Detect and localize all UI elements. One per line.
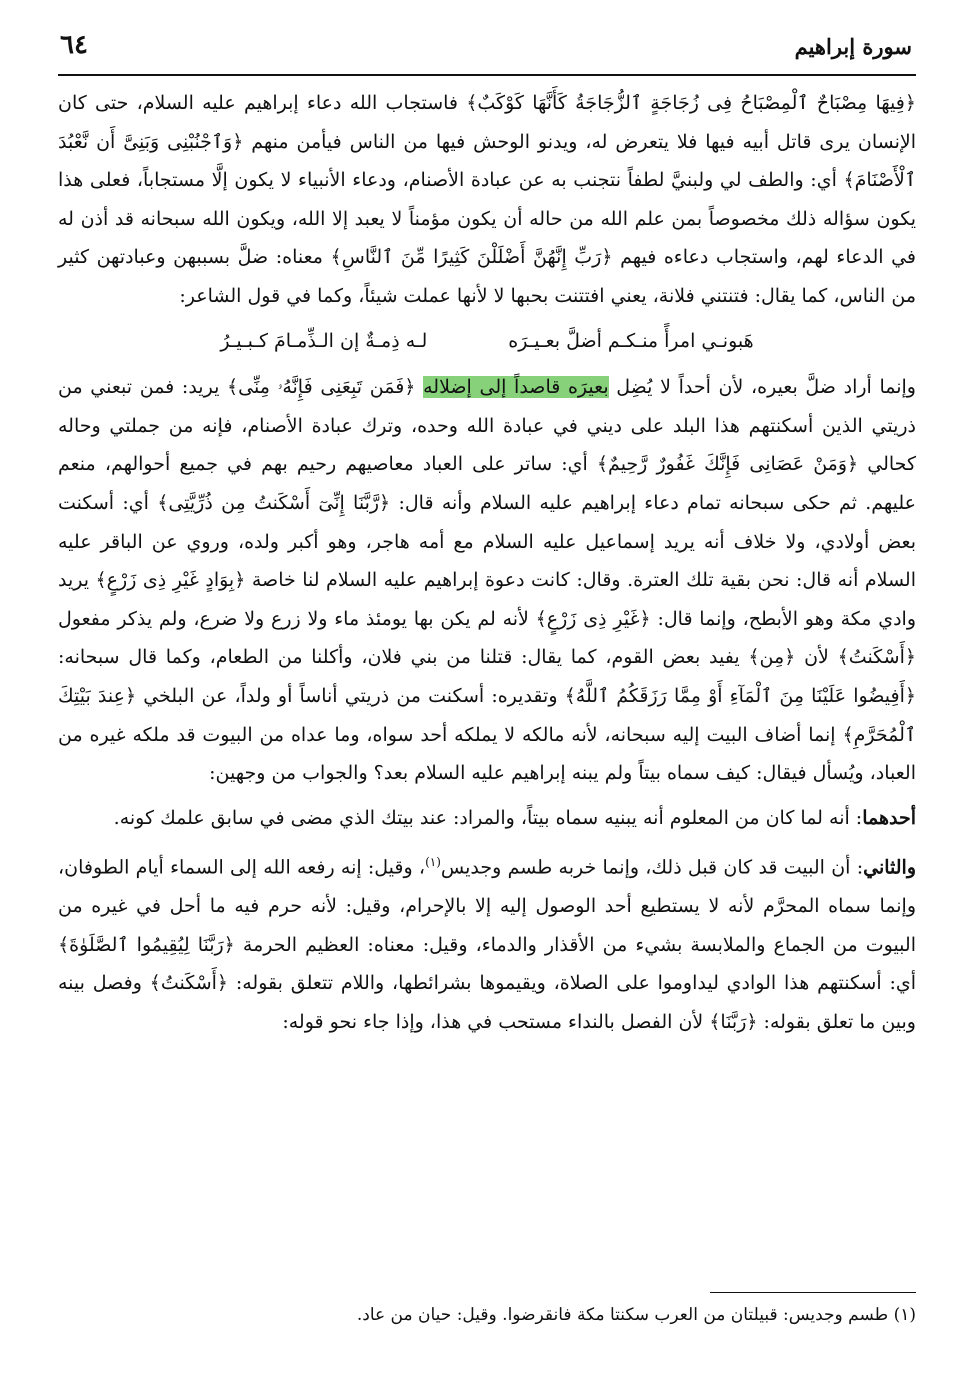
footnote	[58, 1300, 916, 1330]
footnote-marker: (١)	[893, 1305, 916, 1325]
paragraph-2	[58, 368, 916, 793]
paragraph-2-start: وإنما أراد ضلَّ بعيره، لأن أحداً لا يُضِل	[608, 376, 916, 399]
paragraph-4-text-b: ، وقيل: إنه رفعه الله إلى السماء أيام الطوفان، وإنما سماه المحرَّم لأنه لا يستطيع أحد الوصول إليه إلا بالإحرام، وقيل: لأنه حرم فيه ما أحل في غيره من البيوت من الجماع والملابسة بشيء من الأقذار والدماء، وقيل: معناه: العظيم الحرمة ﴿رَبَّنَا لِيُقِيمُوا ٱلصَّلَوٰةَ﴾ أي: أسكنتهم هذا الوادي ليداوموا على الصلاة، ويقيموها بشرائطها، واللام تتعلق بقوله: ﴿أَسْكَنتُ﴾ وفصل بينه وبين ما تعلق بقوله: ﴿رَبَّنَا﴾ لأن الفصل بالنداء مستحب في هذا، وإذا جاء نحو قوله:	[58, 856, 916, 1033]
paragraph-4-text-a: : أن البيت قد كان قبل ذلك، وإنما خربه طسم وجديس	[440, 856, 864, 879]
poetry-verse	[58, 322, 916, 361]
verse-first-hemistich: هَبونـي امرأً منـكـم أضلَّ بعـيـرَه	[508, 329, 754, 352]
paragraph-3	[58, 799, 916, 838]
footnote-reference[interactable]: (١)	[425, 855, 441, 870]
page-header	[58, 26, 916, 76]
paragraph-3-label: أحدهما	[862, 806, 916, 829]
paragraph-4	[58, 843, 916, 1041]
paragraph-2-rest: ﴿فَمَن تَبِعَنِى فَإِنَّهُۥ مِنِّى﴾ يريد: فمن تبعني من ذريتي الذين أسكنتهم هذا البلد على ديني في عبادة الله وحده، وترك عبادة الأصنام، فإنه من جملتي وحاله كحالي ﴿وَمَنْ عَصَانِى فَإِنَّكَ غَفُورٌ رَّحِيمٌ﴾ أي: ساتر على العباد معاصيهم رحيم بهم في جميع أحوالهم، منعم عليهم. ثم حكى سبحانه تمام دعاء إبراهيم عليه السلام وأنه قال: ﴿رَّبَّنَا إِنِّىٓ أَسْكَنتُ مِن ذُرِّيَّتِى﴾ أي: أسكنت بعض أولادي، ولا خلاف أنه يريد إسماعيل عليه السلام مع أمه هاجر، وهو أكبر ولده، وروي عن الباقر عليه السلام أنه قال: نحن بقية تلك العترة. وقال: كانت دعوة إبراهيم عليه السلام لنا خاصة ﴿بِوَادٍ غَيْرِ ذِى زَرْعٍ﴾ يريد وادي مكة وهو الأبطح، وإنما قال: ﴿غَيْرِ ذِى زَرْعٍ﴾ لأنه لم يكن بها يومئذ ماء ولا زرع ولا ضرع، ولم يذكر مفعول ﴿أَسْكَنتُ﴾ لأن ﴿مِن﴾ يفيد بعض القوم، كما يقال: قتلنا من بني فلان، وأكلنا من الطعام، وكما قال سبحانه: ﴿أَفِيضُوا عَلَيْنَا مِنَ ٱلْمَآءِ أَوْ مِمَّا رَزَقَكُمُ ٱللَّهُ﴾ وتقديره: أسكنت من ذريتي أناساً أو ولداً، عن البلخي ﴿عِندَ بَيْتِكَ ٱلْمُحَرَّمِ﴾ إنما أضاف البيت إليه سبحانه، لأنه مالكه لا يملكه أحد سواه، وما عداه من البيوت قد ملكه غيره من العباد، ويُسأل فيقال: كيف سماه بيتاً ولم يبنه إبراهيم عليه السلام بعد؟ والجواب من وجهين:	[58, 376, 916, 785]
footnote-text: طسم وجديس: قبيلتان من العرب سكنتا مكة فانقرضوا. وقيل: حيان من عاد.	[356, 1305, 889, 1325]
main-text	[58, 84, 916, 1042]
paragraph-4-label: والثاني	[863, 856, 916, 879]
paragraph-1: ﴿فِيهَا مِصْبَاحٌ ٱلْمِصْبَاحُ فِى زُجَاجَةٍ ٱلزُّجَاجَةُ كَأَنَّهَا كَوْكَبٌ﴾ فاستجاب الله دعاء إبراهيم عليه السلام، حتى كان الإنسان يرى قاتل أبيه فيها فلا يتعرض له، ويدنو الوحش فيها من الناس فيأمن منهم ﴿وَٱجْنُبْنِى وَبَنِىَّ أَن نَّعْبُدَ ٱلْأَصْنَامَ﴾ أي: والطف لي ولبنيَّ لطفاً نتجنب به عن عبادة الأصنام، ودعاء الأنبياء لا يكون إلَّا مستجاباً، فعلى هذا يكون سؤاله ذلك مخصوصاً بمن علم الله من حاله أن يكون مؤمناً لا يعبد إلا الله، ويكون الله سبحانه قد أذن له في الدعاء لهم، واستجاب دعاءه فيهم ﴿رَبِّ إِنَّهُنَّ أَضْلَلْنَ كَثِيرًا مِّنَ ٱلنَّاسِ﴾ معناه: ضلَّ بسببهن وعبادتهن كثير من الناس، كما يقال: فتنتني فلانة، يعني افتتنت بحبها لا لأنها عملت شيئاً، وكما في قول الشاعر:	[58, 92, 916, 307]
paragraph-3-text: : أنه لما كان من المعلوم أنه يبنيه سماه بيتاً، والمراد: عند بيتك الذي مضى في سابق علمك كونه.	[113, 806, 863, 829]
highlighted-text[interactable]: بعيرَه قاصداً إلى إضلاله	[423, 376, 609, 399]
surah-title: سورة إبراهيم	[794, 34, 912, 59]
footnote-divider	[710, 1292, 916, 1293]
verse-second-hemistich: لـه ذِمـةٌ إن الـذِّمـامَ كـبـيـرُ	[220, 329, 428, 352]
page-number: ٦٤	[60, 30, 88, 60]
